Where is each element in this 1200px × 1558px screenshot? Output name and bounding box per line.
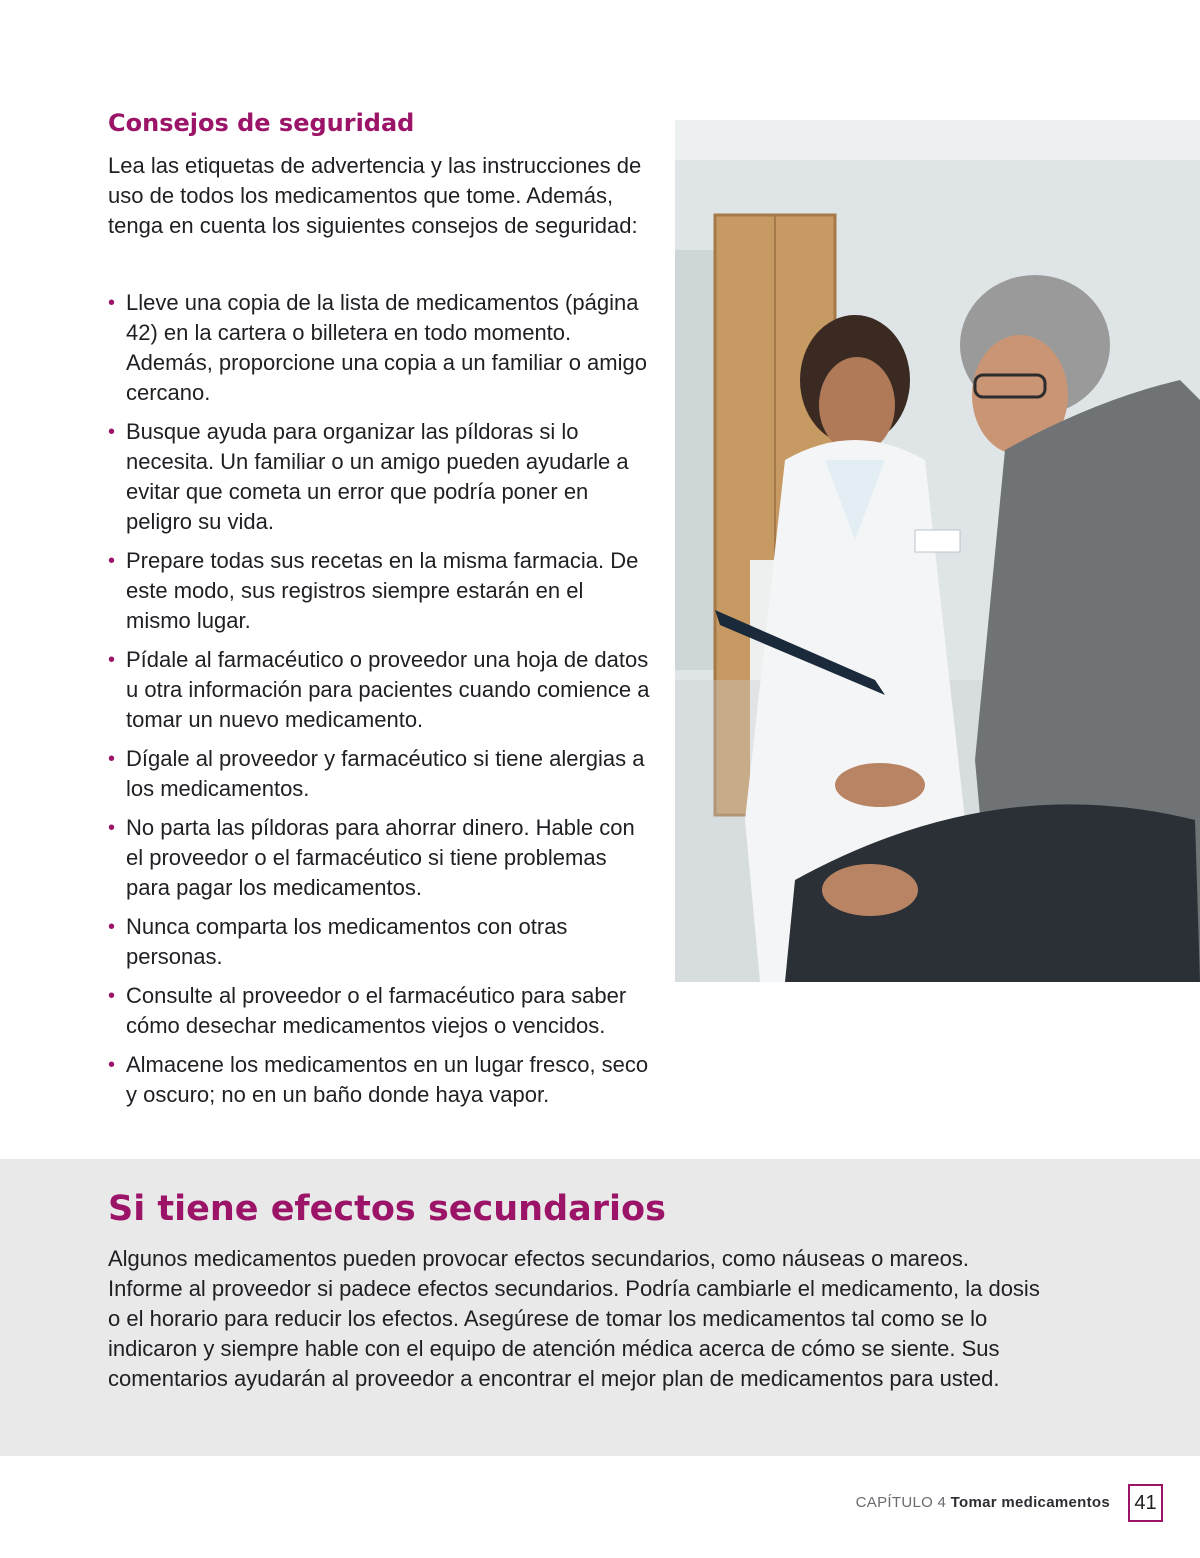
list-item [108,813,653,903]
side-effects-panel [0,1159,1200,1456]
list-item-text: Consulte al proveedor o el farmacéutico para saber cómo desechar medicamentos viejos o vencidos. [126,983,627,1038]
list-item-text: Pídale al farmacéutico o proveedor una hoja de datos u otra información para pacientes cuando comience a tomar un nuevo medicamento. [126,647,650,732]
chapter-title: Tomar medicamentos [950,1494,1110,1511]
list-item [108,744,653,804]
doctor-patient-photo [675,120,1200,982]
list-item-text: Nunca comparta los medicamentos con otras personas. [126,914,568,969]
list-item [108,645,653,735]
bullet-icon: • [108,421,116,443]
bullet-icon: • [108,649,116,671]
bullet-icon: • [108,985,116,1007]
page-footer [856,1494,1110,1511]
list-item [108,288,653,408]
list-item-text: Prepare todas sus recetas en la misma farmacia. De este modo, sus registros siempre estarán en el mismo lugar. [126,548,639,633]
bullet-icon: • [108,1054,116,1076]
side-effects-title: Si tiene efectos secundarios [108,1189,666,1229]
list-item [108,417,653,537]
chapter-label: CAPÍTULO 4 [855,1494,947,1511]
intro-paragraph: Lea las etiquetas de advertencia y las instrucciones de uso de todos los medicamentos que tome. Además, tenga en cuenta los siguientes consejos de seguridad: [108,153,642,238]
bullet-icon: • [108,817,116,839]
side-effects-text: Algunos medicamentos pueden provocar efectos secundarios, como náuseas o mareos. Informe al proveedor si padece efectos secundarios. Podría cambiarle el medicamento, la dosis o el horario para reducir los efectos. Asegúrese de tomar los medicamentos tal como se lo indicaron y siempre hable con el equipo de atención médica acerca de cómo se siente. Sus comentarios ayudarán al proveedor a encontrar el mejor plan de medicamentos para usted. [108,1246,1040,1391]
list-item-text: Almacene los medicamentos en un lugar fresco, seco y oscuro; no en un baño donde haya vapor. [126,1052,649,1107]
list-item-text: No parta las píldoras para ahorrar dinero. Hable con el proveedor o el farmacéutico si tiene problemas para pagar los medicamentos. [126,815,635,900]
bullet-icon: • [108,292,116,314]
list-item [108,912,653,972]
list-item [108,546,653,636]
list-item [108,981,653,1041]
list-item-text: Lleve una copia de la lista de medicamentos (página 42) en la cartera o billetera en todo momento. Además, proporcione una copia a un familiar o amigo cercano. [126,290,647,405]
bullet-icon: • [108,916,116,938]
list-item-text: Dígale al proveedor y farmacéutico si tiene alergias a los medicamentos. [126,746,645,801]
page-number: 41 [1128,1484,1163,1522]
bullet-icon: • [108,550,116,572]
list-item-text: Busque ayuda para organizar las píldoras si lo necesita. Un familiar o un amigo pueden ayudarle a evitar que cometa un error que podría poner en peligro su vida. [126,419,629,534]
list-item [108,1050,653,1110]
photo-illustration [675,120,1200,982]
section-title: Consejos de seguridad [108,109,415,137]
safety-tips-list [108,288,653,1119]
bullet-icon: • [108,748,116,770]
